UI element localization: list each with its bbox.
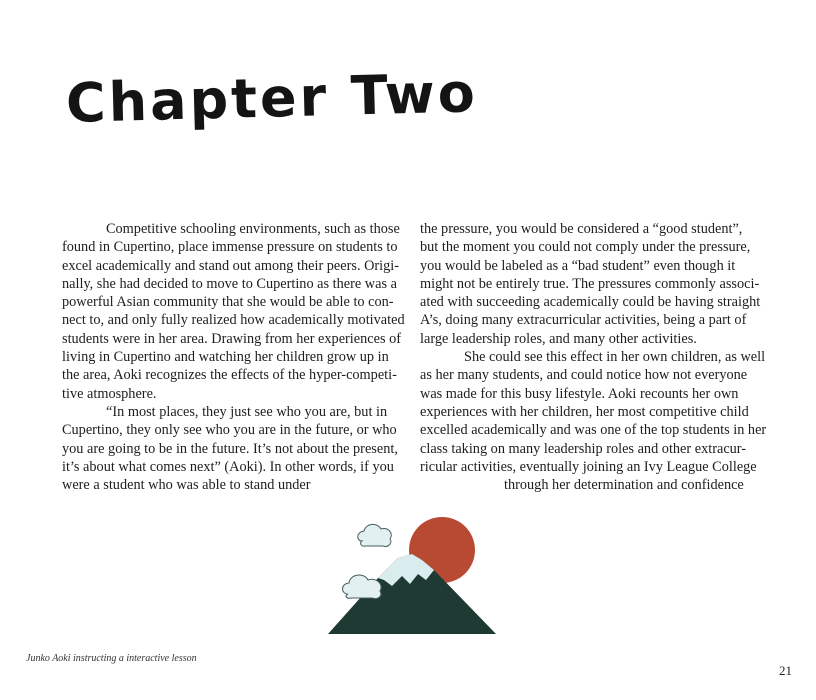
body-text-line: you would be labeled as a “bad student” even though it [420,257,736,274]
body-text-line: excelled academically and was one of the top students in her [420,422,767,439]
body-column-left [62,220,405,494]
body-text-line: was made for this busy lifestyle. Aoki recounts her own [420,385,739,402]
body-text-line: it’s about what comes next” (Aoki). In other words, if you [62,458,394,475]
body-text-line: excel academically and stand out among their peers. Origi- [62,257,400,274]
body-text-line: you are going to be in the future. It’s not about the present, [62,440,398,457]
body-text-line: A’s, doing many extracurricular activities, being a part of [420,312,747,329]
body-text-line: ated with succeeding academically could be having straight [420,294,761,311]
body-text-line: nally, she had decided to move to Cupertino as there was a [62,275,397,292]
body-text-line: found in Cupertino, place immense pressure on students to [62,239,398,256]
body-text-line: living in Cupertino and watching her children grow up in [62,349,389,366]
body-text-line: tive atmosphere. [62,385,157,402]
body-text-line: powerful Asian community that she would be able to con- [62,294,394,311]
body-text-line: class taking on many leadership roles and other extracur- [420,440,747,457]
body-text-line: through her determination and confidence [504,477,744,494]
body-text-line: the pressure, you would be considered a “good student”, [420,221,743,237]
body-text-line: but the moment you could not comply under the pressure, [420,239,751,256]
page-number: 21 [779,663,792,678]
body-text-line: ricular activities, eventually joining an Ivy League College [420,458,757,475]
body-column-right [420,220,767,494]
cloud-icon [358,524,392,546]
body-text-line: the area, Aoki recognizes the effects of the hyper-competi- [62,367,397,384]
body-text-line: as her many students, and could notice how not everyone [420,367,748,384]
body-text-line: might not be entirely true. The pressures commonly associ- [420,275,760,292]
body-text-line: were a student who was able to stand under [62,477,311,494]
cloud-icon [343,575,382,599]
body-text-line: experiences with her children, her most competitive child [420,403,749,420]
body-text-line: nect to, and only fully realized how academically motivated [62,312,405,329]
chapter-title: Chapter Two [65,61,479,135]
mountain-sun-clouds-illustration [326,508,498,638]
body-text-line: large leadership roles, and many other activities. [420,330,697,347]
image-caption: Junko Aoki instructing a interactive lesson [26,653,197,664]
body-text-line: She could see this effect in her own children, as well [464,349,766,366]
body-text-line: students were in her area. Drawing from her experiences of [62,330,402,347]
body-text-line: Cupertino, they only see who you are in the future, or who [62,422,397,439]
body-text-line: “In most places, they just see who you are, but in [106,403,388,420]
body-text-line: Competitive schooling environments, such as those [106,221,400,237]
